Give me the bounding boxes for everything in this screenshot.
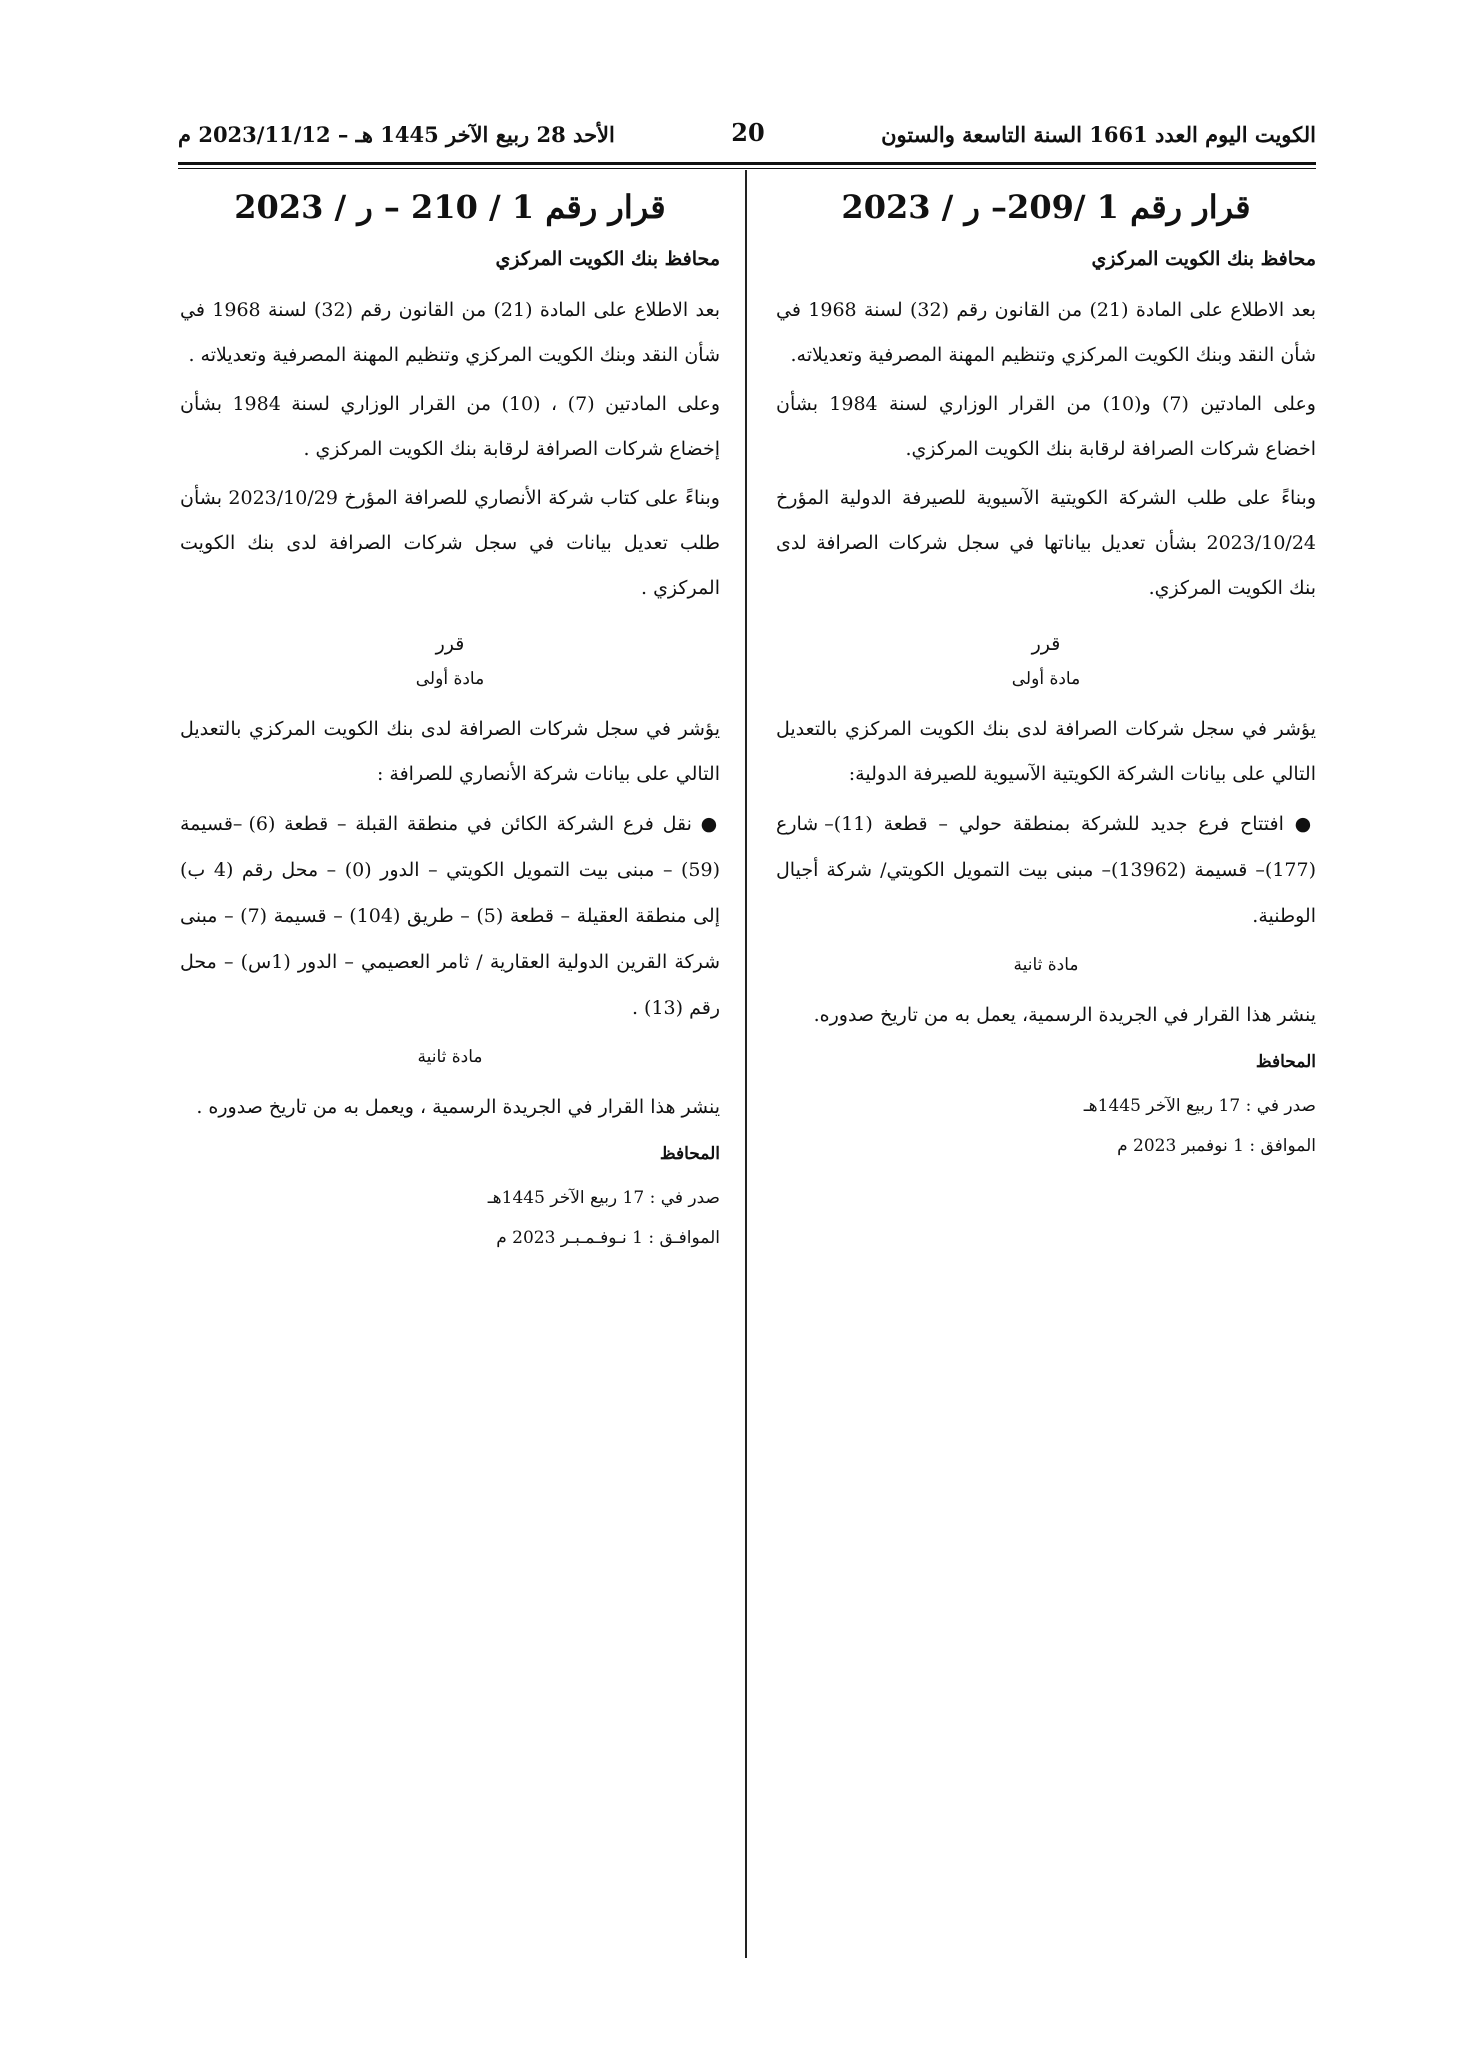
- decision-209-column: [776, 180, 1316, 1166]
- decision-209-title: قرار رقم 1 /209– ر / 2023: [841, 188, 1251, 226]
- decision-210-preamble-3: وبناءً على كتاب شركة الأنصاري للصرافة المؤرخ 2023/10/29 بشأن طلب تعديل بيانات في سجل شركات الصرافة لدى بنك الكويت المركزي .: [180, 487, 720, 599]
- decision-210-governor: المحافظ: [659, 1144, 720, 1164]
- decision-210-issued-on: صدر في : 17 ربيع الآخر 1445هـ: [487, 1188, 720, 1208]
- decision-209-issued-on: صدر في : 17 ربيع الآخر 1445هـ: [1083, 1096, 1316, 1116]
- decision-209-preamble-1: بعد الاطلاع على المادة (21) من القانون رقم (32) لسنة 1968 في شأن النقد وبنك الكويت المركزي وتنظيم المهنة المصرفية وتعديلاته.: [776, 299, 1316, 366]
- decision-210-decided: قرر: [435, 633, 465, 655]
- decision-210-preamble-1: بعد الاطلاع على المادة (21) من القانون رقم (32) لسنة 1968 في شأن النقد وبنك الكويت المركزي وتنظيم المهنة المصرفية وتعديلاته .: [180, 299, 720, 366]
- decision-209-article-two-heading: مادة ثانية: [1013, 955, 1079, 975]
- decision-209-governor: المحافظ: [1255, 1052, 1316, 1072]
- header-rule-thin: [178, 168, 1316, 169]
- decision-210-issuer: محافظ بنك الكويت المركزي: [495, 248, 720, 270]
- column-divider: [745, 170, 747, 1958]
- decision-210-signature-block: [180, 1178, 720, 1258]
- decision-209-bullet: ● افتتاح فرع جديد للشركة بمنطقة حولي – قطعة (11)– شارع (177)– قسيمة (13962)– مبنى بيت التمويل الكويتي/ شركة أجيال الوطنية.: [776, 813, 1316, 927]
- decision-210-article-one-heading: مادة أولى: [415, 669, 485, 689]
- decision-209-decided: قرر: [1031, 633, 1061, 655]
- header-rule-thick: [178, 162, 1316, 165]
- decision-209-corresponding: الموافق : 1 نوفمبر 2023 م: [1117, 1136, 1316, 1156]
- decision-209-article-one-text: يؤشر في سجل شركات الصرافة لدى بنك الكويت المركزي بالتعديل التالي على بيانات الشركة الكويتية الآسيوية للصيرفة الدولية:: [776, 718, 1316, 785]
- decision-209-issuer: محافظ بنك الكويت المركزي: [1091, 248, 1316, 270]
- decision-209-preamble-2: وعلى المادتين (7) و(10) من القرار الوزاري لسنة 1984 بشأن اخضاع شركات الصرافة لرقابة بنك الكويت المركزي.: [776, 393, 1316, 460]
- decision-210-bullet: ● نقل فرع الشركة الكائن في منطقة القبلة – قطعة (6) –قسيمة (59) – مبنى بيت التمويل الكويتي – الدور (0) – محل رقم (4 ب) إلى منطقة العقيلة – قطعة (5) – طريق (104) – قسيمة (7) – مبنى شركة القرين الدولية العقارية / ثامر العصيمي – الدور (1س) – محل رقم (13) .: [180, 813, 721, 1019]
- decision-210-article-one-text: يؤشر في سجل شركات الصرافة لدى بنك الكويت المركزي بالتعديل التالي على بيانات شركة الأنصاري للصرافة :: [180, 718, 720, 785]
- decision-210-preamble-2: وعلى المادتين (7) ، (10) من القرار الوزاري لسنة 1984 بشأن إخضاع شركات الصرافة لرقابة بنك الكويت المركزي .: [180, 393, 720, 460]
- decision-209-preamble-3: وبناءً على طلب الشركة الكويتية الآسيوية للصيرفة الدولية المؤرخ 2023/10/24 بشأن تعديل بياناتها في سجل شركات الصرافة لدى بنك الكويت المركزي.: [776, 487, 1316, 599]
- decision-209-article-one-heading: مادة أولى: [1011, 669, 1081, 689]
- decision-210-article-two-heading: مادة ثانية: [417, 1047, 483, 1067]
- decision-210-column: [180, 180, 720, 1258]
- decision-210-corresponding: الموافـق : 1 نـوفـمـبـر 2023 م: [496, 1228, 720, 1248]
- date-info: الأحد 28 ربيع الآخر 1445 هـ – 2023/11/12 م: [178, 122, 615, 147]
- decision-209-signature-block: [776, 1086, 1316, 1166]
- decision-210-title: قرار رقم 1 / 210 – ر / 2023: [234, 188, 666, 226]
- page-header: [178, 118, 1316, 158]
- decision-210-article-two-text: ينشر هذا القرار في الجريدة الرسمية ، ويعمل به من تاريخ صدوره .: [196, 1096, 720, 1118]
- page-number: 20: [731, 118, 765, 147]
- decision-209-article-two-text: ينشر هذا القرار في الجريدة الرسمية، يعمل به من تاريخ صدوره.: [813, 1004, 1316, 1026]
- issue-info: الكويت اليوم العدد 1661 السنة التاسعة والستون: [881, 122, 1316, 147]
